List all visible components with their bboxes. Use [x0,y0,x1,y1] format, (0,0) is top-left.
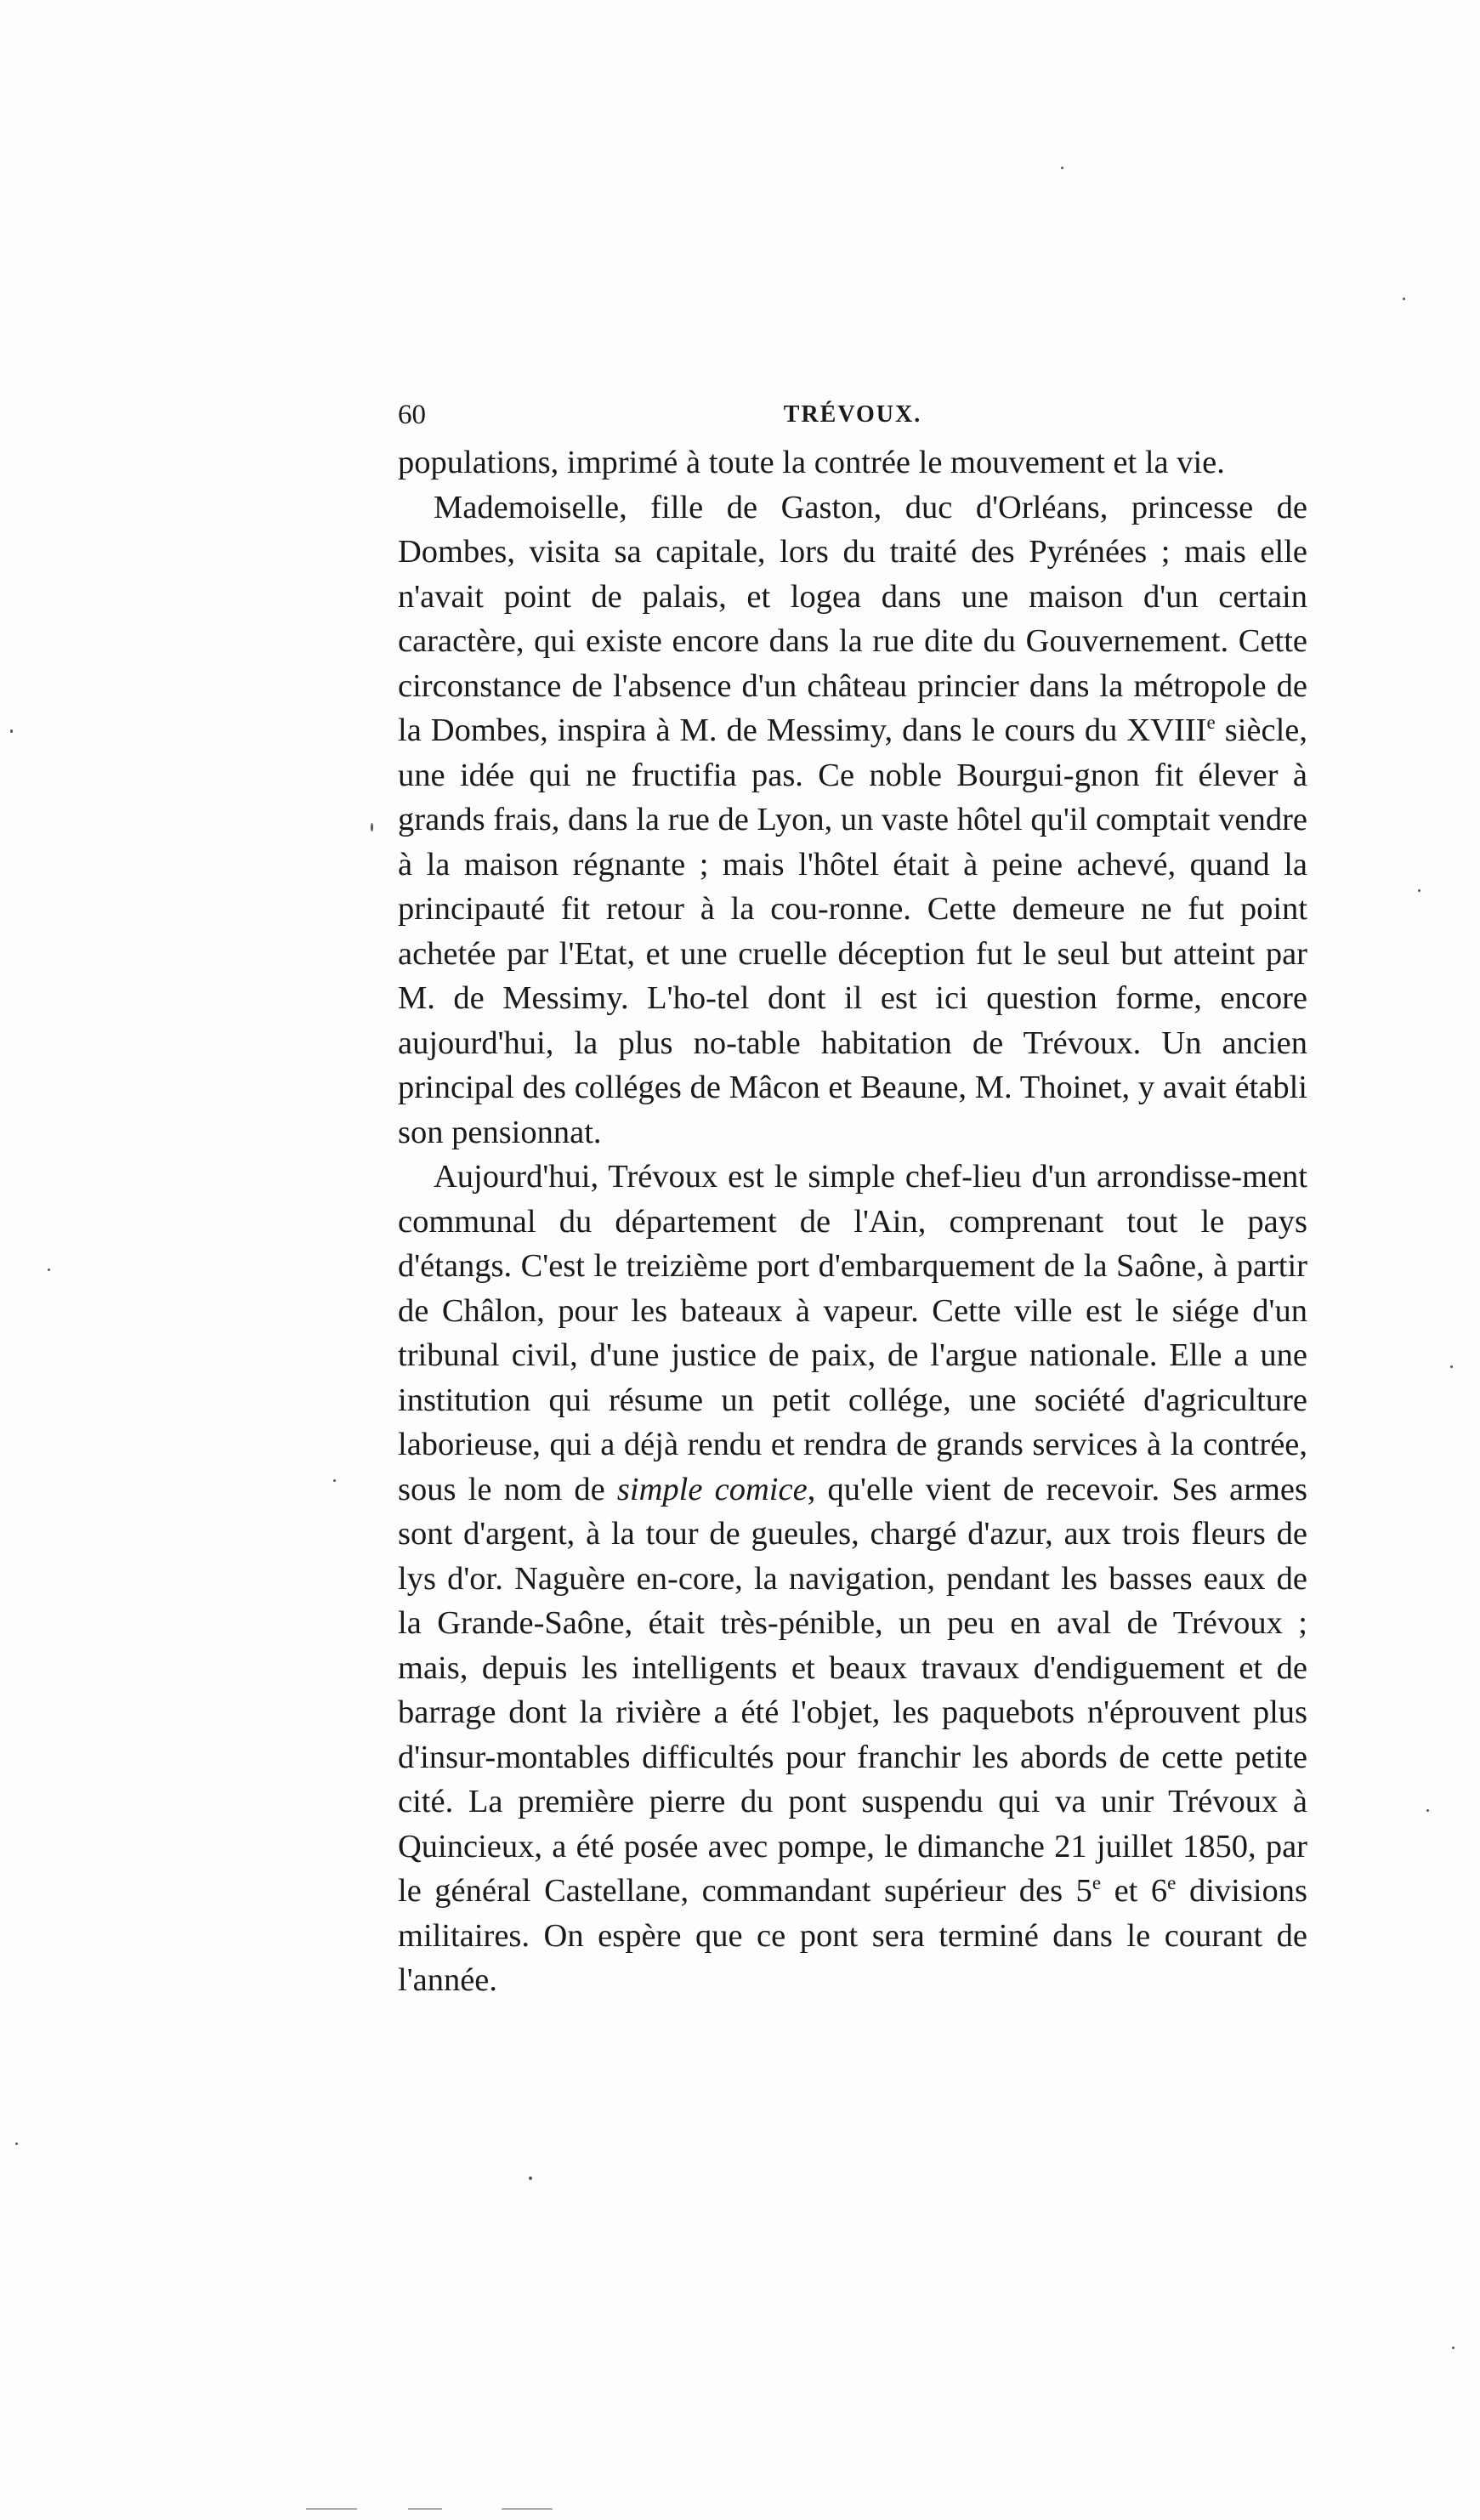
page-number: 60 [398,400,426,430]
superscript: e [1092,1871,1102,1894]
scan-edge-mark [408,2508,442,2510]
running-head [398,389,1307,440]
paragraph-text: siècle, une idée qui ne fructifia pas. Ce noble Bourgui-gnon fit élever à grands frais, dans la rue de Lyon, un vaste hôtel qu'il comptait vendre à la maison régnante ; mais l'hôtel était à peine achevé, quand la principauté fit retour à la cou-ronne. Cette demeure ne fut point achetée par l'Etat, et une cruelle déception fut le seul but atteint par M. de Messimy. L'ho-tel dont il est ici question forme, encore aujourd'hui, la plus no-table habitation de Trévoux. Un ancien principal des colléges de Mâcon et Beaune, M. Thoinet, y avait établi son pensionnat. [398,712,1308,1150]
paragraph-text: , qu'elle vient de recevoir. Ses armes sont d'argent, à la tour de gueules, chargé d'azur, aux trois fleurs de lys d'or. Naguère en-core, la navigation, pendant les basses eaux de la Grande-Saône, était très-pénible, un peu en aval de Trévoux ; mais, depuis les intelligents et beaux travaux d'endiguement et de barrage dont la rivière a été l'objet, les paquebots n'éprouvent plus d'insur-montables difficultés pour franchir les abords de cette petite cité. La première pierre du pont suspendu qui va unir Trévoux à Quincieux, a été posée avec pompe, le dimanche 21 juillet 1850, par le général Castellane, commandant supérieur des 5 [398,1471,1307,1909]
scan-speck [1426,1809,1429,1812]
superscript: e [1167,1871,1177,1894]
scan-edge-mark [306,2508,357,2510]
scan-speck [1061,167,1063,169]
paragraph-aujourdhui [398,1155,1307,2003]
book-page [398,389,1307,2003]
scan-speck [1450,1365,1453,1368]
paragraph-continuation [398,440,1307,485]
scan-speck [371,823,373,831]
italic-term: simple comice [616,1471,808,1507]
scan-speck [1418,889,1420,892]
scan-speck [48,1269,50,1271]
scan-speck [333,1479,336,1482]
paragraph-text: Aujourd'hui, Trévoux est le simple chef-lieu d'un arrondisse-ment communal du département de l'Ain, comprenant tout le pays d'étangs. C'est le treizième port d'embarquement de la Saône, à partir de Châlon, pour les bateaux à vapeur. Cette ville est le siége d'un tribunal civil, d'une justice de paix, de l'argue nationale. Elle a une institution qui résume un petit collége, une société d'agriculture laborieuse, qui a déjà rendu et rendra de grands services à la contrée, sous le nom de [398,1159,1307,1507]
paragraph-text: et 6 [1101,1873,1168,1909]
scan-speck [15,2143,18,2145]
scan-speck [10,729,13,733]
scan-speck [1452,2347,1454,2349]
paragraph-text: Mademoiselle, fille de Gaston, duc d'Orléans, princesse de Dombes, visita sa capitale, lors du traité des Pyrénées ; mais elle n'avait point de palais, et logea dans une maison d'un certain caractère, qui existe encore dans la rue dite du Gouvernement. Cette circonstance de l'absence d'un château princier dans la métropole de la Dombes, inspira à M. de Messimy, dans le cours du XVIII [398,489,1307,748]
paragraph-text: divisions militaires. On espère que ce pont sera terminé dans le courant de l'année. [398,1873,1307,1998]
scan-speck [1403,298,1405,300]
running-title: TRÉVOUX. [783,401,922,428]
scan-speck [529,2177,532,2180]
superscript: e [1206,711,1216,734]
paragraph-mademoiselle [398,485,1307,1155]
scan-edge-mark [502,2508,553,2510]
paragraph-text: populations, imprimé à toute la contrée le mouvement et la vie. [398,445,1225,480]
